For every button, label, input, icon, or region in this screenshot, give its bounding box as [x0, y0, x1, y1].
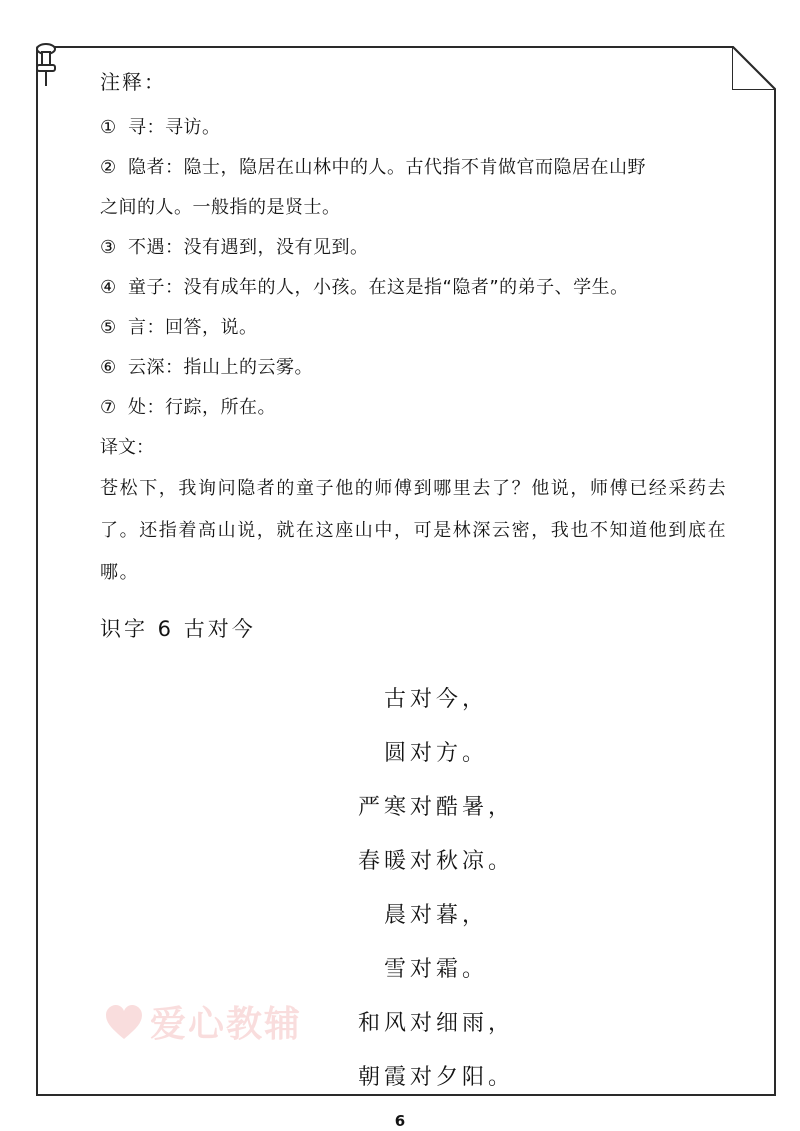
page-number: 6	[394, 1112, 406, 1130]
heart-icon	[104, 1003, 144, 1041]
poem-line: 古对今，	[383, 687, 488, 712]
note-item: ③ 不遇：没有遇到，没有见到。	[100, 237, 369, 258]
translation-text: 苍松下，我询问隐者的童子他的师傅到哪里去了？他说，师傅已经采药去了。还指着高山说，就在这座山中，可是林深云密，我也不知道他到底在哪。	[100, 478, 728, 583]
section-title: 识字 6 古对今	[100, 617, 256, 641]
note-item: ⑦ 处：行踪，所在。	[100, 397, 276, 418]
note-item: ⑤ 言：回答，说。	[100, 317, 258, 338]
pushpin-icon	[32, 42, 60, 88]
note-item: ④ 童子：没有成年的人，小孩。在这是指“隐者”的弟子、学生。	[100, 277, 629, 298]
translation-label: 译文：	[100, 437, 154, 458]
note-item: ① 寻：寻访。	[100, 117, 221, 138]
watermark-text: 爱心教辅	[150, 1004, 303, 1045]
poem-line: 朝霞对夕阳。	[357, 1065, 514, 1090]
poem-line: 和风对细雨，	[357, 1011, 514, 1036]
poem-line: 雪对霜。	[383, 957, 488, 982]
watermark	[104, 996, 302, 1047]
note-item: ② 隐者：隐士，隐居在山林中的人。古代指不肯做官而隐居在山野	[100, 157, 646, 178]
poem-line: 严寒对酷暑，	[357, 795, 514, 820]
note-item: ⑥ 云深：指山上的云雾。	[100, 357, 313, 378]
notes-heading: 注释：	[100, 70, 166, 94]
poem-line: 圆对方。	[383, 741, 488, 766]
poem-line: 春暖对秋凉。	[357, 849, 514, 874]
note-item-continuation: 之间的人。一般指的是贤士。	[100, 197, 341, 218]
notes-section	[100, 62, 740, 658]
poem-line: 晨对暮，	[383, 903, 488, 928]
